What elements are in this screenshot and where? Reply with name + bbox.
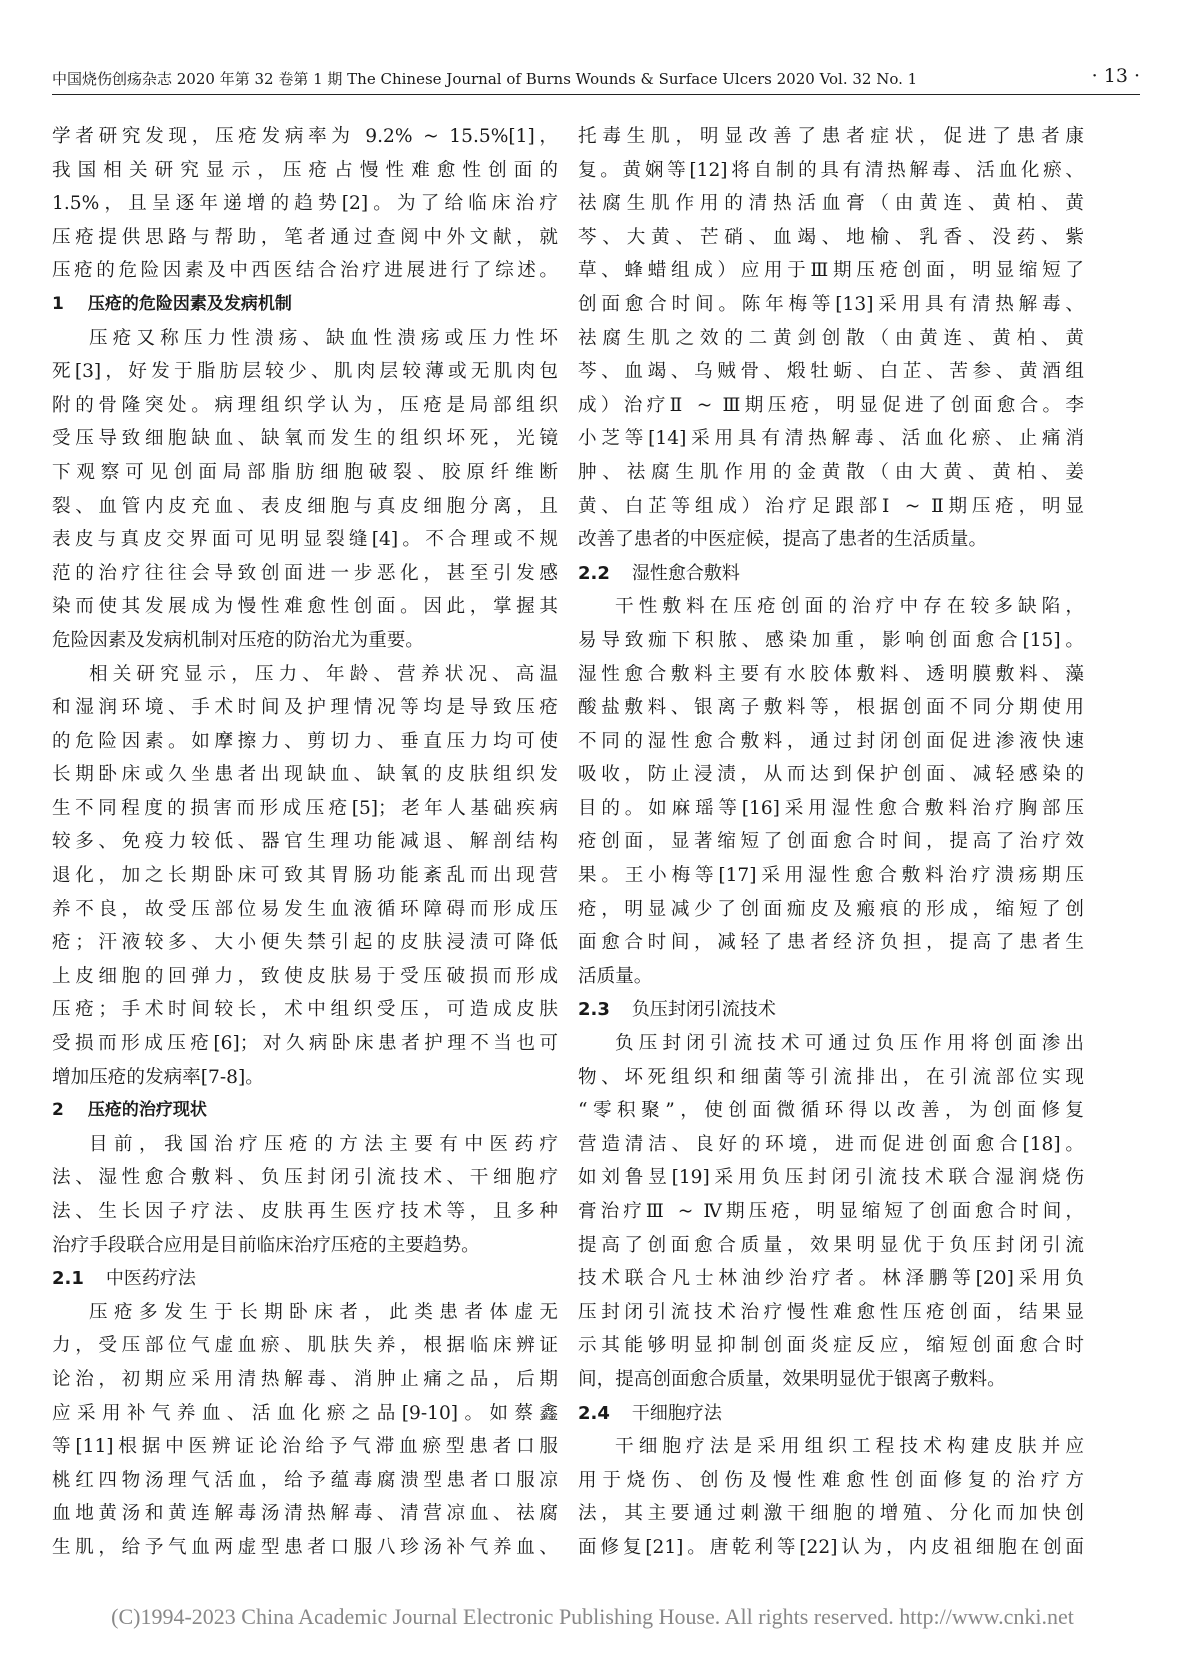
text-line: 压疮；手术时间较长，术中组织受压，可造成皮肤 <box>52 999 558 1021</box>
text-line: 疮，明显减少了创面痂皮及瘢痕的形成，缩短了创 <box>578 898 1084 920</box>
text-line: 生不同程度的损害而形成压疮[5]；老年人基础疾病 <box>52 797 558 819</box>
text-line: 压疮多发生于长期卧床者，此类患者体虚无 <box>89 1301 558 1323</box>
text-line: 等[11]根据中医辨证论治给予气滞血瘀型患者口服 <box>52 1436 558 1458</box>
text-line: 成）治疗Ⅱ ~ Ⅲ期压疮，明显促进了创面愈合。李 <box>578 394 1084 416</box>
text-line: 法，其主要通过刺激干细胞的增殖、分化而加快创 <box>578 1503 1084 1525</box>
text-line: 活质量。 <box>578 965 653 987</box>
journal-citation: 中国烧伤创疡杂志 2020 年第 32 卷第 1 期 The Chinese Journal of Burns Wounds & Surface Ulcers 2020 Vol. 32 No. 1 <box>52 70 918 88</box>
text-line: 增加压疮的发病率[7-8]。 <box>52 1066 264 1088</box>
text-line: 膏治疗Ⅲ ~ Ⅳ期压疮，明显缩短了创面愈合时间， <box>578 1201 1084 1222</box>
section-heading <box>52 1094 558 1128</box>
section-number: 2.1 <box>52 1268 84 1290</box>
text-line: 血地黄汤和黄连解毒汤清热解毒、清营凉血、祛腐 <box>52 1503 558 1525</box>
section-number: 2.3 <box>578 999 610 1021</box>
text-line: 压疮提供思路与帮助，笔者通过查阅中外文献，就 <box>52 226 558 248</box>
text-line: 我国相关研究显示，压疮占慢性难愈性创面的 <box>52 159 558 181</box>
text-line: 目前，我国治疗压疮的方法主要有中医药疗 <box>89 1133 558 1155</box>
text-line: 的危险因素。如摩擦力、剪切力、垂直压力均可使 <box>52 730 558 752</box>
text-line: 示其能够明显抑制创面炎症反应，缩短创面愈合时 <box>578 1335 1084 1357</box>
text-line: 目的。如麻瑶等[16]采用湿性愈合敷料治疗胸部压 <box>578 797 1084 819</box>
text-line: 压疮又称压力性溃疡、缺血性溃疡或压力性坏 <box>89 327 558 349</box>
section-number: 2 <box>52 1100 64 1121</box>
subsection-heading <box>52 1262 558 1296</box>
text-line: 法、生长因子疗法、皮肤再生医疗技术等，且多种 <box>52 1201 558 1222</box>
text-line: 果。王小梅等[17]采用湿性愈合敷料治疗溃疡期压 <box>578 865 1084 887</box>
right-column <box>578 120 1084 1565</box>
text-line: 退化，加之长期卧床可致其胃肠功能紊乱而出现营 <box>52 865 558 887</box>
text-line: 疮创面，显著缩短了创面愈合时间，提高了治疗效 <box>578 831 1084 853</box>
text-line: 生肌，给予气血两虚型患者口服八珍汤补气养血、 <box>52 1536 558 1558</box>
text-line: 论治，初期应采用清热解毒、消肿止痛之品，后期 <box>52 1368 558 1390</box>
text-line: 法、湿性愈合敷料、负压封闭引流技术、干细胞疗 <box>52 1167 558 1189</box>
text-line: 受压导致细胞缺血、缺氧而发生的组织坏死，光镜 <box>52 428 558 450</box>
text-line: 较多、免疫力较低、器官生理功能减退、解剖结构 <box>52 831 558 853</box>
text-line: 压疮的危险因素及中西医结合治疗进展进行了综述。 <box>52 260 558 282</box>
text-line: 负压封闭引流技术可通过负压作用将创面渗出 <box>615 1033 1084 1055</box>
text-line: 祛腐生肌之效的二黄剑创散（由黄连、黄柏、黄 <box>578 327 1084 349</box>
text-line: 应采用补气养血、活血化瘀之品[9-10]。如蔡鑫 <box>52 1402 558 1424</box>
text-line: 提高了创面愈合质量，效果明显优于负压封闭引流 <box>578 1234 1084 1256</box>
text-line: 死[3]，好发于脂肪层较少、肌肉层较薄或无肌肉包 <box>52 361 558 383</box>
section-title: 中医药疗法 <box>105 1268 196 1290</box>
section-heading <box>52 288 558 322</box>
text-line: 力，受压部位气虚血瘀、肌肤失养，根据临床辨证 <box>52 1335 558 1357</box>
text-line: 裂、血管内皮充血、表皮细胞与真皮细胞分离，且 <box>52 495 558 517</box>
text-line: 酸盐敷料、银离子敷料等，根据创面不同分期使用 <box>578 697 1084 719</box>
text-line: 上皮细胞的回弹力，致使皮肤易于受压破损而形成 <box>52 965 558 987</box>
text-line: 复。黄娴等[12]将自制的具有清热解毒、活血化瘀、 <box>578 159 1084 181</box>
text-line: 草、蜂蜡组成）应用于Ⅲ期压疮创面，明显缩短了 <box>578 260 1084 282</box>
section-number: 2.2 <box>578 562 610 584</box>
section-title: 压疮的治疗现状 <box>87 1100 207 1121</box>
running-header <box>52 65 1140 94</box>
text-line: 范的治疗往往会导致创面进一步恶化，甚至引发感 <box>52 562 558 584</box>
text-line: 面修复[21]。唐乾利等[22]认为，内皮祖细胞在创面 <box>578 1536 1084 1558</box>
section-title: 湿性愈合敷料 <box>631 562 740 584</box>
section-title: 压疮的危险因素及发病机制 <box>87 293 292 314</box>
text-line: 学者研究发现，压疮发病率为 9.2% ~ 15.5%[1]， <box>52 126 558 147</box>
text-line: 受损而形成压疮[6]；对久病卧床患者护理不当也可 <box>52 1033 558 1055</box>
text-line: 附的骨隆突处。病理组织学认为，压疮是局部组织 <box>52 394 558 416</box>
text-line: 表皮与真皮交界面可见明显裂缝[4]。不合理或不规 <box>52 529 558 551</box>
page-number: · 13 · <box>1091 65 1140 87</box>
text-line: 芩、血竭、乌贼骨、煅牡蛎、白芷、苦参、黄酒组 <box>578 361 1084 383</box>
text-line: 祛腐生肌作用的清热活血膏（由黄连、黄柏、黄 <box>578 193 1084 215</box>
text-line: 改善了患者的中医症候，提高了患者的生活质量。 <box>578 529 988 551</box>
copyright-footer: (C)1994-2023 China Academic Journal Electronic Publishing House. All rights reserved. http://www.cnki.net <box>111 1604 1074 1629</box>
text-line: 托毒生肌，明显改善了患者症状，促进了患者康 <box>578 126 1084 147</box>
text-line: 湿性愈合敷料主要有水胶体敷料、透明膜敷料、藻 <box>578 663 1084 685</box>
text-line: 治疗手段联合应用是目前临床治疗压疮的主要趋势。 <box>52 1234 480 1256</box>
section-title: 负压封闭引流技术 <box>631 999 776 1021</box>
left-column <box>52 120 558 1565</box>
subsection-heading <box>578 993 1084 1027</box>
text-line: 下观察可见创面局部脂肪细胞破裂、胶原纤维断 <box>52 461 558 483</box>
text-line: 不同的湿性愈合敷料，通过封闭创面促进渗液快速 <box>578 730 1084 752</box>
text-line: 染而使其发展成为慢性难愈性创面。因此，掌握其 <box>52 596 558 618</box>
text-line: 疮；汗液较多、大小便失禁引起的皮肤浸渍可降低 <box>52 932 558 954</box>
text-line: 长期卧床或久坐患者出现缺血、缺氧的皮肤组织发 <box>52 764 558 786</box>
text-line: “零积聚”，使创面微循环得以改善，为创面修复 <box>578 1100 1084 1122</box>
text-line: 间，提高创面愈合质量，效果明显优于银离子敷料。 <box>578 1368 1006 1390</box>
text-line: 技术联合凡士林油纱治疗者。林泽鹏等[20]采用负 <box>578 1268 1084 1290</box>
section-title: 干细胞疗法 <box>631 1402 722 1424</box>
text-line: 1.5%，且呈逐年递增的趋势[2]。为了给临床治疗 <box>52 193 558 215</box>
text-line: 干细胞疗法是采用组织工程技术构建皮肤并应 <box>615 1436 1084 1458</box>
text-line: 营造清洁、良好的环境，进而促进创面愈合[18]。 <box>578 1133 1084 1155</box>
text-line: 肿、祛腐生肌作用的金黄散（由大黄、黄柏、姜 <box>578 461 1084 483</box>
text-line: 和湿润环境、手术时间及护理情况等均是导致压疮 <box>52 697 558 719</box>
text-line: 物、坏死组织和细菌等引流排出，在引流部位实现 <box>578 1066 1084 1088</box>
text-line: 创面愈合时间。陈年梅等[13]采用具有清热解毒、 <box>578 293 1084 315</box>
text-line: 压封闭引流技术治疗慢性难愈性压疮创面，结果显 <box>578 1301 1084 1323</box>
header-rule <box>52 94 1140 95</box>
text-line: 小芝等[14]采用具有清热解毒、活血化瘀、止痛消 <box>578 428 1084 450</box>
section-number: 2.4 <box>578 1402 610 1424</box>
text-line: 相关研究显示，压力、年龄、营养状况、高温 <box>89 663 558 685</box>
text-line: 如刘鲁昱[19]采用负压封闭引流技术联合湿润烧伤 <box>578 1167 1084 1189</box>
text-line: 危险因素及发病机制对压疮的防治尤为重要。 <box>52 629 424 651</box>
text-line: 黄、白芷等组成）治疗足跟部Ⅰ ~ Ⅱ期压疮，明显 <box>578 495 1084 517</box>
text-line: 桃红四物汤理气活血，给予蕴毒腐溃型患者口服凉 <box>52 1469 558 1491</box>
text-line: 易导致痂下积脓、感染加重，影响创面愈合[15]。 <box>578 629 1084 651</box>
subsection-heading <box>578 557 1084 591</box>
text-line: 面愈合时间，减轻了患者经济负担，提高了患者生 <box>578 932 1084 954</box>
subsection-heading <box>578 1397 1084 1431</box>
text-line: 干性敷料在压疮创面的治疗中存在较多缺陷， <box>615 596 1084 618</box>
section-number: 1 <box>52 293 64 314</box>
text-line: 吸收，防止浸渍，从而达到保护创面、减轻感染的 <box>578 764 1084 786</box>
text-line: 养不良，故受压部位易发生血液循环障碍而形成压 <box>52 898 558 920</box>
text-line: 芩、大黄、芒硝、血竭、地榆、乳香、没药、紫 <box>578 226 1084 248</box>
text-line: 用于烧伤、创伤及慢性难愈性创面修复的治疗方 <box>578 1469 1084 1491</box>
